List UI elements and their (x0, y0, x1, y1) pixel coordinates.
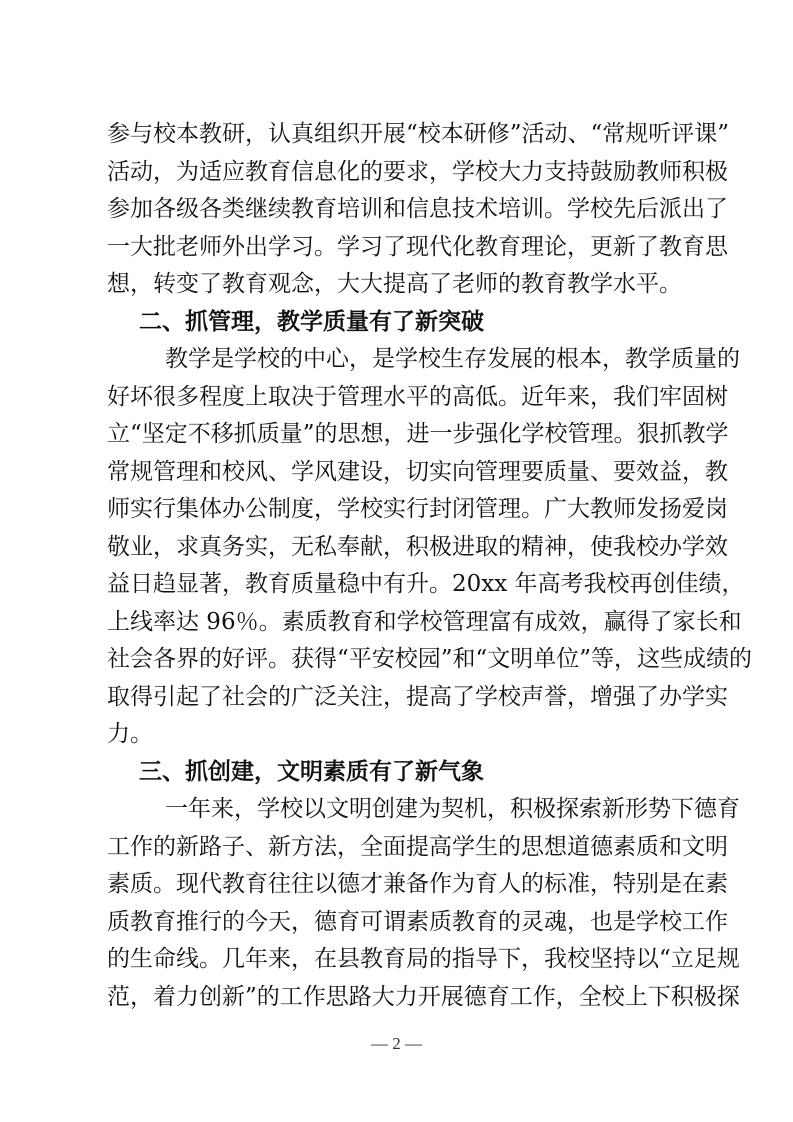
paragraph-line: 好坏很多程度上取决于管理水平的高低。近年来，我们牢固树 (107, 383, 728, 410)
paragraph-line: 社会各界的好评。获得“平安校园”和“文明单位”等，这些成绩的 (107, 646, 753, 672)
paragraph-line: 力。 (107, 721, 153, 747)
paragraph-line: 一年来，学校以文明创建为契机，积极探索新形势下德育 (165, 796, 740, 822)
paragraph-line: 一大批老师外出学习。学习了现代化教育理论，更新了教育思 (107, 233, 728, 260)
section-heading: 三、抓创建，文明素质有了新气象 (139, 758, 484, 785)
paragraph-line: 师实行集体办公制度，学校实行封闭管理。广大教师发扬爱岗 (107, 496, 728, 522)
paragraph-line: 参与校本教研，认真组织开展“校本研修”活动、“常规听评课” (107, 121, 730, 147)
paragraph-line: 上线率达 96％。素质教育和学校管理富有成效，赢得了家长和 (107, 608, 742, 635)
paragraph-line: 教学是学校的中心，是学校生存发展的根本，教学质量的 (165, 346, 740, 372)
paragraph-line: 工作的新路子、新方法，全面提高学生的思想道德素质和文明 (107, 833, 728, 860)
paragraph-line: 范，着力创新”的工作思路大力开展德育工作，全校上下积极探 (107, 983, 740, 1010)
paragraph-line: 取得引起了社会的广泛关注，提高了学校声誉，增强了办学实 (107, 683, 728, 710)
paragraph-line: 立“坚定不移抓质量”的思想，进一步强化学校管理。狠抓教学 (107, 421, 729, 447)
paragraph-line: 常规管理和校风、学风建设，切实向管理要质量、要效益，教 (107, 458, 728, 485)
document-body (107, 116, 753, 1016)
paragraph-line: 想，转变了教育观念，大大提高了老师的教育教学水平。 (107, 271, 682, 297)
paragraph-line: 敬业，求真务实，无私奉献，积极进取的精神，使我校办学效 (107, 533, 728, 560)
paragraph-line: 活动，为适应教育信息化的要求，学校大力支持鼓励教师积极 (107, 158, 728, 185)
paragraph-line: 素质。现代教育往往以德才兼备作为育人的标准，特别是在素 (107, 871, 728, 897)
paragraph-line: 益日趋显著，教育质量稳中有升。20xx 年高考我校再创佳绩， (107, 571, 745, 597)
page-number: — 2 — (371, 1034, 422, 1053)
paragraph-line: 的生命线。几年来，在县教育局的指导下，我校坚持以“立足规 (107, 946, 740, 972)
paragraph-line: 参加各级各类继续教育培训和信息技术培训。学校先后派出了 (107, 196, 728, 222)
section-heading: 二、抓管理，教学质量有了新突破 (139, 308, 484, 335)
paragraph-line: 质教育推行的今天，德育可谓素质教育的灵魂，也是学校工作 (107, 908, 728, 935)
